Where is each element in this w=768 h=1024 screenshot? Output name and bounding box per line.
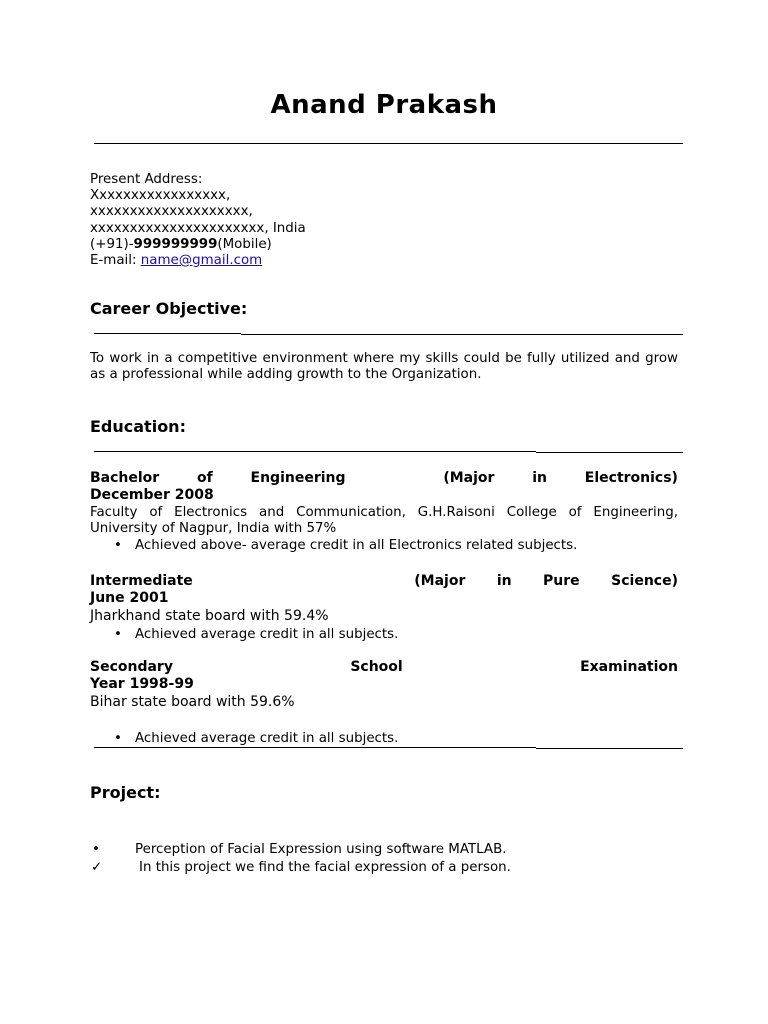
education-item-3-word: School — [350, 659, 403, 675]
phone-number: 999999999 — [133, 236, 218, 252]
education-item-1-word: in — [532, 470, 547, 486]
education-item-1-date: December 2008 — [90, 487, 214, 503]
education-item-3-word: Secondary — [90, 659, 173, 675]
project-note: In this project we find the facial expression of a person. — [139, 860, 511, 875]
phone-suffix: (Mobile) — [217, 236, 272, 252]
education-item-1-title — [90, 470, 678, 487]
education-item-3-bullet: Achieved average credit in all subjects. — [135, 731, 399, 746]
page-title: Anand Prakash — [270, 90, 498, 120]
education-item-2-word: Science) — [611, 573, 678, 589]
education-item-2-date: June 2001 — [90, 590, 169, 606]
education-item-2-word: in — [496, 573, 512, 589]
phone-prefix: (+91)- — [90, 236, 134, 252]
career-text-block: To work in a competitive environment where my skills could be fully utilized and grow as a professional while adding growth to the Organization. — [90, 351, 678, 383]
career-divider-left — [94, 333, 241, 334]
title-divider — [94, 143, 683, 144]
education-item-1-detail: Faculty of Electronics and Communication, G.H.Raisoni College of Engineering, University of Nagpur, India with 57% — [90, 505, 678, 537]
education-item-1-bullet: Achieved above- average credit in all Electronics related subjects. — [135, 538, 578, 553]
education-item-3-date: Year 1998-99 — [90, 676, 194, 692]
career-divider-right — [241, 334, 683, 335]
education-item-1-word: of — [197, 470, 213, 486]
address-label: Present Address: — [90, 172, 203, 187]
education-item-2-word: (Major — [414, 573, 466, 589]
education-item-2-detail: Jharkhand state board with 59.4% — [90, 608, 329, 624]
address-line-3: xxxxxxxxxxxxxxxxxxxxxx, India — [90, 220, 306, 236]
education-heading: Education: — [90, 417, 186, 436]
education-item-1-word: Engineering — [250, 470, 346, 486]
email-line — [90, 253, 678, 269]
education-item-3-word: Examination — [580, 659, 678, 675]
career-objective-heading: Career Objective: — [90, 299, 248, 318]
education-end-divider-right — [536, 748, 683, 749]
project-item: Perception of Facial Expression using software MATLAB. — [135, 842, 507, 857]
education-item-2-bullet: Achieved average credit in all subjects. — [135, 627, 399, 642]
education-item-1-word: (Major — [443, 470, 495, 486]
bullet-icon: • — [92, 842, 100, 857]
address-line-2: xxxxxxxxxxxxxxxxxxxx, — [90, 204, 253, 220]
bullet-icon: • — [114, 627, 122, 642]
education-item-1-word: Bachelor — [90, 470, 160, 486]
education-item-1-word: Electronics) — [584, 470, 678, 486]
bullet-icon: • — [114, 731, 122, 746]
education-divider-right — [536, 452, 683, 453]
education-item-2-title — [90, 573, 678, 590]
email-link[interactable]: name@gmail.com — [140, 253, 263, 269]
education-item-2-word: Pure — [543, 573, 580, 589]
bullet-icon: • — [114, 538, 122, 553]
checkmark-icon: ✓ — [91, 860, 103, 875]
contact-block — [90, 172, 678, 269]
education-item-2-word: Intermediate — [90, 573, 193, 589]
email-label: E-mail: — [90, 253, 141, 269]
education-divider-left — [94, 451, 536, 452]
education-end-divider-left — [94, 747, 536, 748]
education-item-3-title — [90, 659, 678, 676]
project-heading: Project: — [90, 783, 161, 802]
address-line-1: Xxxxxxxxxxxxxxxxx, — [90, 188, 231, 204]
education-item-3-detail: Bihar state board with 59.6% — [90, 694, 295, 710]
phone-line — [90, 237, 678, 253]
